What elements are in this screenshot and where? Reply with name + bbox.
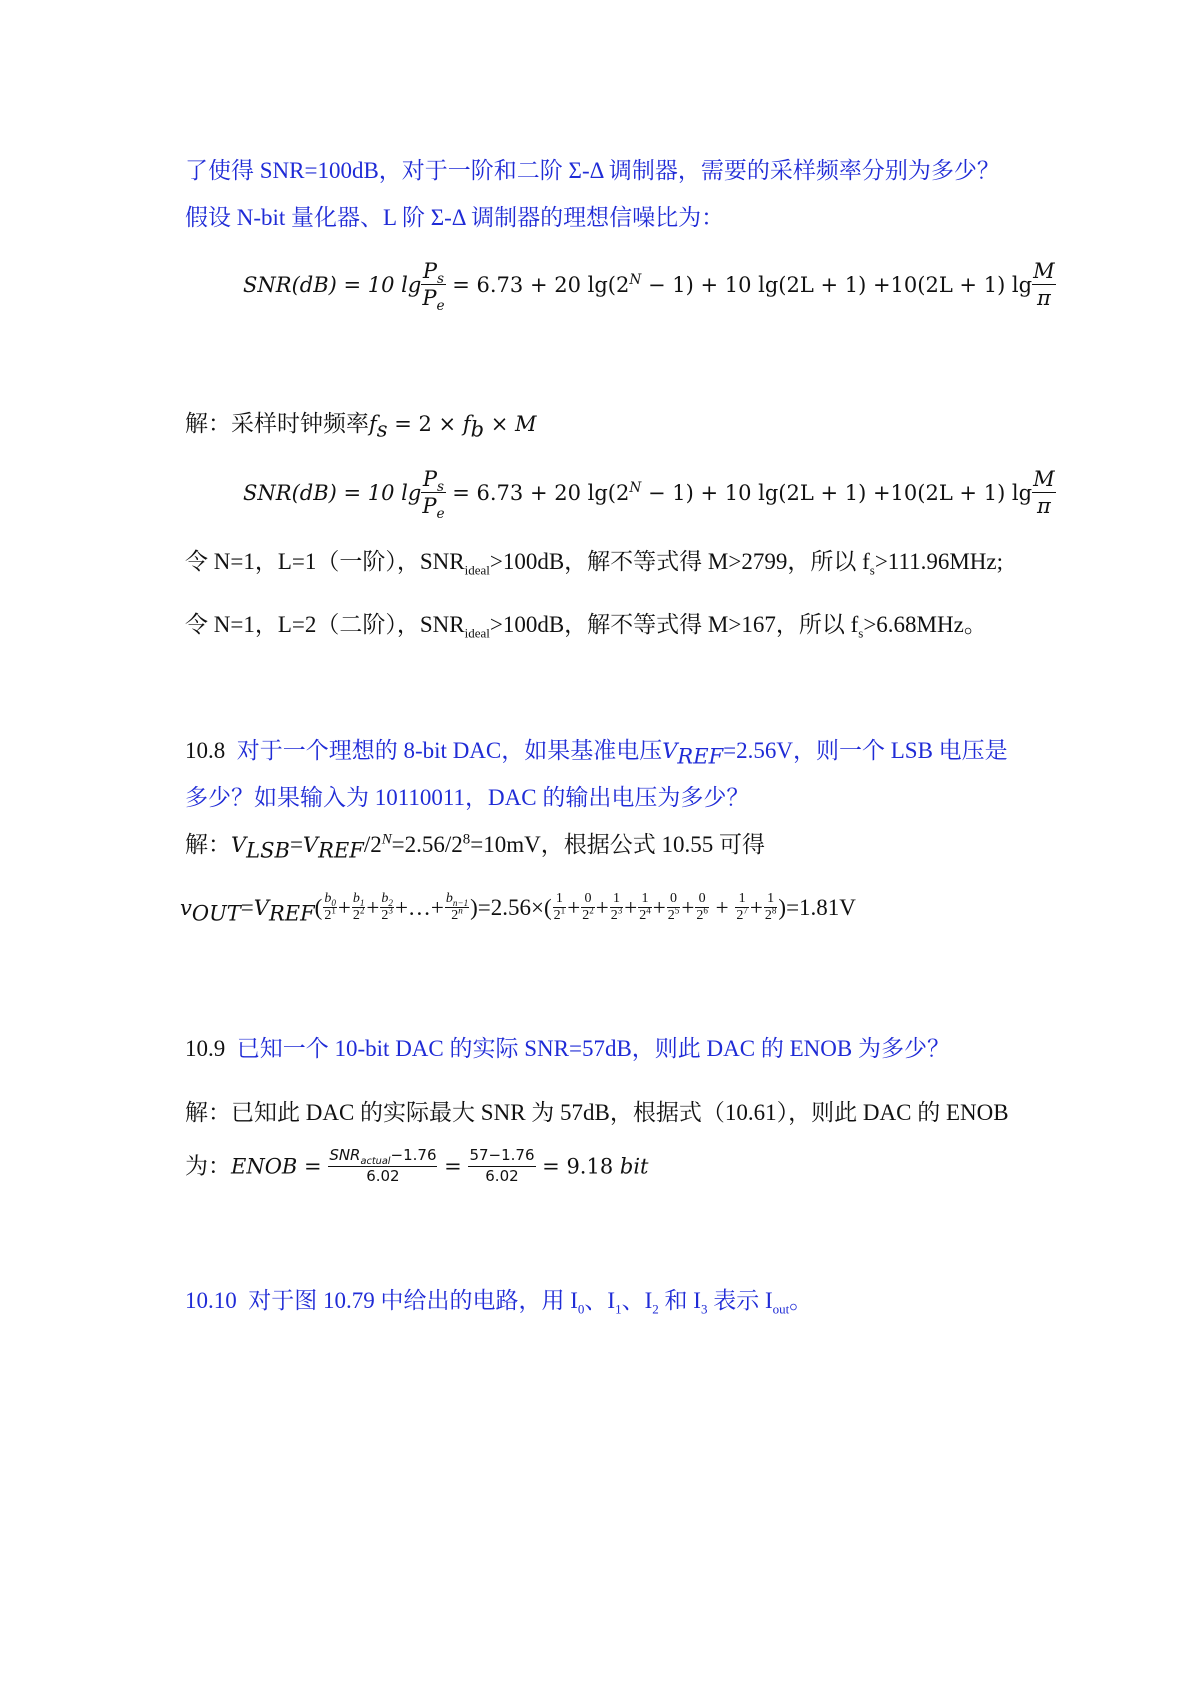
bit-fraction-8: $\frac{1}{2^8}$	[764, 891, 777, 924]
question-number: 10.9	[185, 1036, 226, 1061]
case-second-order: 令 N=1，L=2（二阶），$SNR_{ideal}>100dB$，解不等式得 M>167，所以 $f_s>6.68MHz$。	[185, 612, 987, 641]
question-number: 10.10	[185, 1288, 237, 1313]
solution-10-8-vout: $v_{OUT}=V_{REF}$( $\frac{b_0}{2^1}$ + $\frac{b_1}{2^2}$ + $\frac{b_2}{2^3}$ +…+ $\frac{b_{n-1}}{2^n}$ )=2.56×( $\frac{1}{2^1}$ + $\frac{0}{2^2}$ + $\frac{1}{2^3}$ + $\frac{1}{2^4}$ + $\frac{0}{2^5}$ + $\frac{0}{2^6}$ + $\frac{1}{2^7}$ + $\frac{1}{2^8}$ )=1.81V	[180, 891, 856, 926]
case-first-order: 令 N=1，L=1（一阶），$SNR_{ideal}>100dB$，解不等式得 M>2799，所以 $f_s>111.96MHz$;	[185, 549, 1004, 578]
question-number: 10.8	[185, 738, 226, 763]
solution-fs: 解：采样时钟频率$f_s = 2 \times f_b \times M$	[185, 411, 537, 442]
enob-fraction-2: $\frac{57-1.76}{6.02}$	[469, 1146, 535, 1185]
question-10-9: 10.9 已知一个 10-bit DAC 的实际 SNR=57dB，则此 DAC 的 ENOB 为多少？	[185, 1036, 950, 1061]
question-10-8-line2: 多少？如果输入为 10110011，DAC 的输出电压为多少？	[185, 785, 750, 810]
question-intro-line1: 了使得 SNR=100dB，对于一阶和二阶 Σ-Δ 调制器，需要的采样频率分别为多少？	[185, 158, 1000, 183]
formula-lhs: SNR(dB) = 10 lg	[243, 273, 422, 298]
snr-formula-repeat: SNR(dB) = 10 lg $\frac{P_s}{P_e}$ = 6.73 + 20 $\lg(2^N - 1) + 10$ lg(2L + 1) +10(2L + 1) lg $\frac{M}{\pi}$	[243, 467, 1055, 523]
solution-10-9-enob: 为：ENOB = $\frac{SNR_{actual}-1.76}{6.02}$ = $\frac{57-1.76}{6.02}$ = 9.18 bit	[185, 1146, 649, 1185]
solution-10-8-lsb: 解：$V_{LSB}=V_{REF}/2^N=2.56/2^8=10mV$，根据公式 10.55 可得	[185, 831, 765, 863]
b0-fraction: $\frac{b_0}{2^1}$	[324, 891, 336, 924]
m-over-pi-fraction: $\frac{M}{\pi}$	[1033, 467, 1055, 519]
bit-fraction-1: $\frac{1}{2^1}$	[553, 891, 566, 924]
b1-fraction: $\frac{b_1}{2^2}$	[352, 891, 365, 924]
solution-10-9-line1: 解：已知此 DAC 的实际最大 SNR 为 57dB，根据式（10.61），则此 DAC 的 ENOB	[185, 1100, 1009, 1125]
bit-fraction-2: $\frac{0}{2^2}$	[582, 891, 594, 924]
vout-result: )=1.81V	[778, 894, 856, 920]
ps-over-pe-fraction: $\frac{P_s}{P_e}$	[422, 259, 445, 315]
solution-label: 解：采样时钟频率	[185, 411, 369, 436]
m-over-pi-fraction: $\frac{M}{\pi}$	[1033, 259, 1055, 311]
b2-fraction: $\frac{b_2}{2^3}$	[381, 891, 393, 924]
formula-rhs-a: = 6.73 + 20 lg(2	[445, 273, 630, 298]
snr-formula: SNR(dB) = 10 lg $\frac{P_s}{P_e}$ = 6.73 + 20 $\lg(2^N - 1) + 10$ lg(2L + 1) +10(2L + 1) lg $\frac{M}{\pi}$	[243, 259, 1055, 315]
bit-fraction-7: $\frac{1}{2^7}$	[736, 891, 748, 924]
ps-over-pe-fraction: $\frac{P_s}{P_e}$	[422, 467, 445, 523]
enob-fraction-1: $\frac{SNR_{actual}-1.76}{6.02}$	[329, 1146, 437, 1185]
formula-rhs-b: − 1) + 10 lg(2L + 1) +10(2L + 1) lg	[641, 273, 1033, 298]
bit-fraction-5: $\frac{0}{2^5}$	[667, 891, 680, 924]
question-10-10: 10.10 对于图 10.79 中给出的电路，用 $I_0$、$I_1$、$I_2$ 和 $I_3$ 表示 $I_{out}$。	[185, 1288, 813, 1317]
question-10-8-line1: 10.8 对于一个理想的 8-bit DAC，如果基准电压$V_{REF}=2.56V$，则一个 LSB 电压是	[185, 738, 1008, 769]
bn-fraction: $\frac{b_{n-1}}{2^n}$	[445, 891, 469, 924]
bit-fraction-6: $\frac{0}{2^6}$	[696, 891, 708, 924]
bit-fraction-3: $\frac{1}{2^3}$	[610, 891, 623, 924]
bit-fraction-4: $\frac{1}{2^4}$	[639, 891, 651, 924]
question-intro-line2: 假设 N-bit 量化器、L 阶 Σ-Δ 调制器的理想信噪比为：	[185, 205, 725, 230]
